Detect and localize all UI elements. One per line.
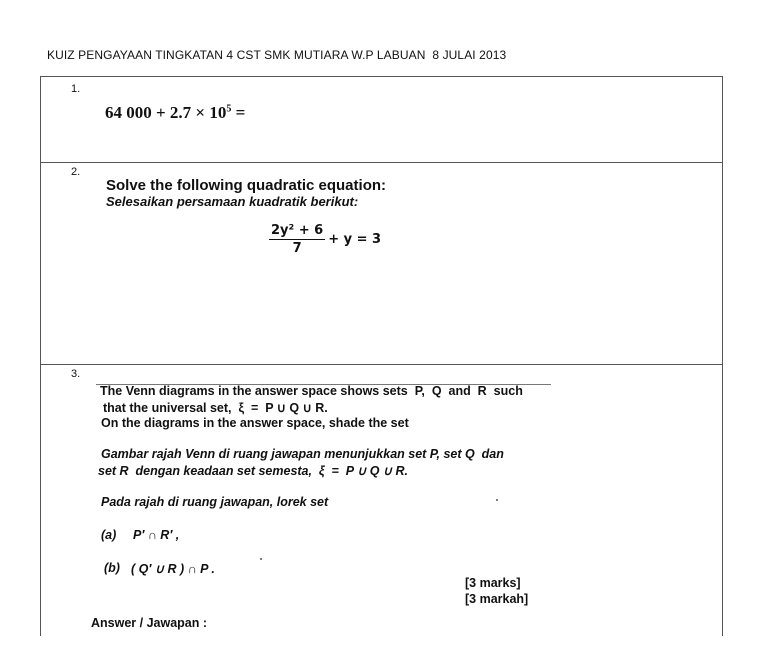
q1-expression-base: 64 000 + 2.7 × 10 bbox=[105, 103, 227, 122]
q1-exponent: 5 bbox=[226, 103, 232, 115]
q1-expression bbox=[105, 103, 245, 123]
q2-equation bbox=[269, 223, 381, 256]
scan-speck bbox=[496, 499, 498, 501]
q2-equation-rest: + y = 3 bbox=[328, 232, 382, 247]
q3-line-3: On the diagrams in the answer space, shade the set bbox=[101, 416, 409, 430]
q2-numerator: 2y² + 6 bbox=[271, 223, 324, 238]
scan-speck bbox=[260, 558, 262, 560]
question-row-2 bbox=[41, 163, 722, 365]
q3-line-1: The Venn diagrams in the answer space shows sets P, Q and R such bbox=[100, 384, 523, 398]
q3-part-b-label: (b) bbox=[104, 561, 120, 575]
q1-equals: = bbox=[231, 103, 246, 122]
marks-en: [3 marks] bbox=[465, 576, 521, 590]
q2-instruction-ms: Selesaikan persamaan kuadratik berikut: bbox=[106, 194, 359, 209]
marks-ms: [3 markah] bbox=[465, 592, 529, 606]
q3-line-2: that the universal set, ξ = P ∪ Q ∪ R. bbox=[103, 401, 328, 415]
question-number: 1. bbox=[71, 83, 81, 95]
question-row-3 bbox=[41, 365, 722, 645]
q3-ms-line-2: set R dengan keadaan set semesta, ξ = P ∪ Q ∪ R. bbox=[98, 464, 409, 478]
q3-ms-line-3: Pada rajah di ruang jawapan, lorek set bbox=[101, 495, 329, 509]
question-row-1 bbox=[41, 77, 722, 163]
q3-part-b-expression: ( Q′ ∪ R ) ∩ P . bbox=[131, 562, 215, 576]
q2-denominator: 7 bbox=[292, 241, 302, 256]
q3-part-a-label: (a) bbox=[101, 528, 117, 542]
quiz-header: KUIZ PENGAYAAN TINGKATAN 4 CST SMK MUTIARA W.P LABUAN 8 JULAI 2013 bbox=[47, 48, 507, 62]
answer-label: Answer / Jawapan : bbox=[91, 616, 208, 630]
question-number: 3. bbox=[71, 368, 81, 380]
q2-fraction bbox=[269, 223, 325, 256]
question-number: 2. bbox=[71, 166, 81, 178]
q2-instruction-en: Solve the following quadratic equation: bbox=[106, 177, 387, 194]
q3-part-a-expression: P′ ∩ R′ , bbox=[133, 528, 180, 542]
q3-ms-line-1: Gambar rajah Venn di ruang jawapan menunjukkan set P, set Q dan bbox=[101, 447, 504, 461]
question-table bbox=[40, 76, 723, 636]
